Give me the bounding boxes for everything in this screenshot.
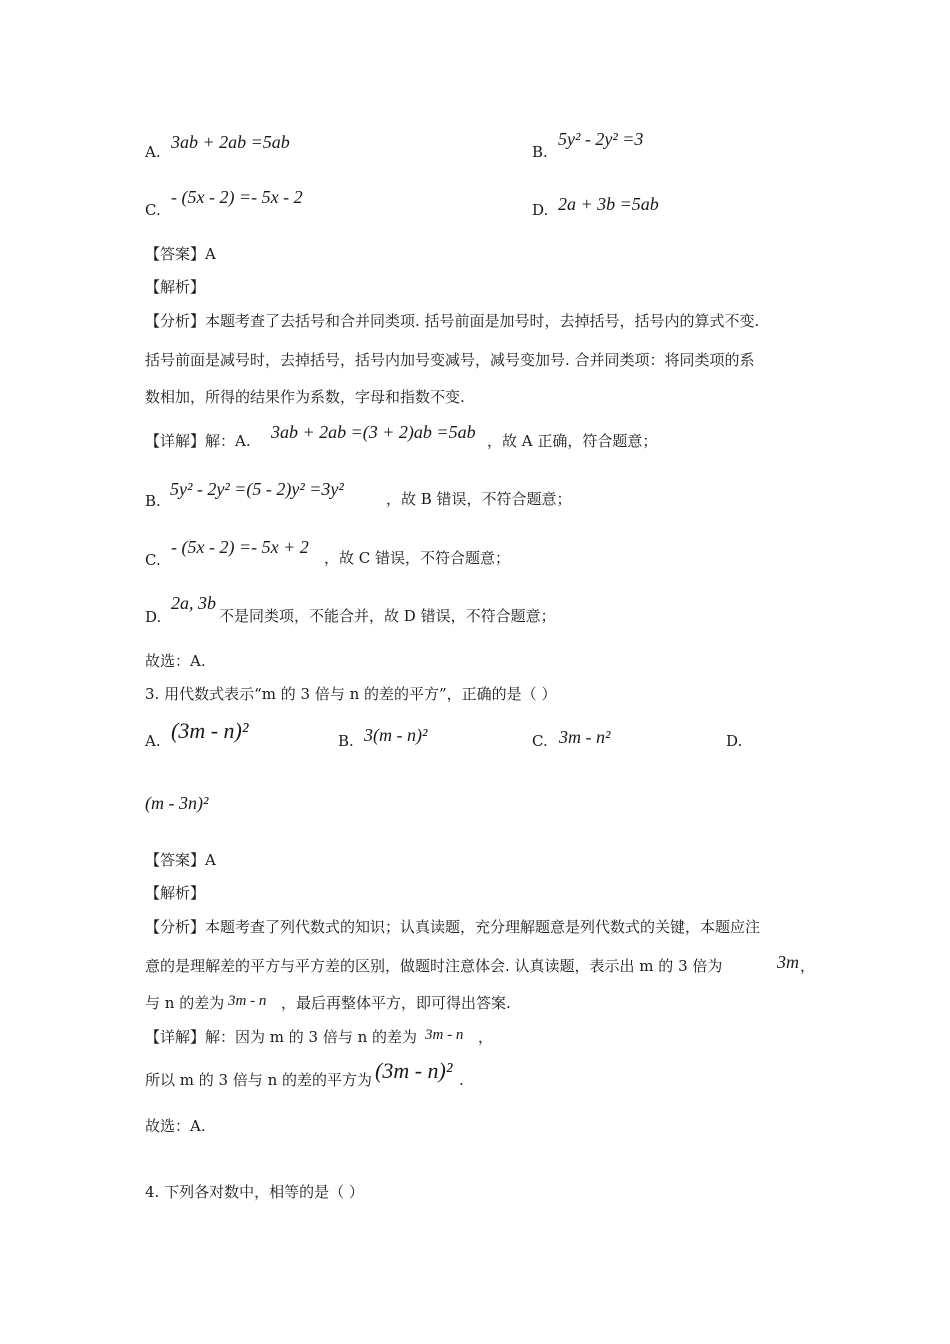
q3-option-b-label: B. bbox=[338, 732, 354, 750]
q2-option-c-expr: - (5x - 2) =- 5x - 2 bbox=[171, 187, 303, 207]
q2-detail-c-expr: - (5x - 2) =- 5x + 2 bbox=[171, 537, 309, 557]
q3-detail-line-1-post: ， bbox=[478, 1028, 494, 1046]
q3-option-d-label: D. bbox=[726, 732, 743, 750]
q3-answer: 【答案】A bbox=[145, 851, 216, 869]
q3-analysis-heading: 【解析】 bbox=[145, 884, 206, 902]
q3-detail-line-2-expr: (3m - n)² bbox=[375, 1058, 453, 1083]
q2-detail-d-prefix: D. bbox=[145, 608, 162, 626]
q3-option-a-expr: (3m - n)² bbox=[171, 718, 249, 743]
q3-option-b-expr: 3(m - n)² bbox=[364, 725, 428, 745]
q3-detail-line-1-expr: 3m - n bbox=[425, 1027, 464, 1043]
q2-detail-d-expr: 2a, 3b bbox=[171, 593, 216, 613]
q2-option-d-expr: 2a + 3b =5ab bbox=[558, 194, 659, 214]
q2-detail-b-suffix: ，故 B 错误，不符合题意； bbox=[386, 490, 572, 508]
q3-analysis-line-3-post: ，最后再整体平方，即可得出答案. bbox=[281, 994, 511, 1012]
q2-option-b-expr: 5y² - 2y² =3 bbox=[558, 129, 644, 149]
q3-analysis-line-2-expr: 3m bbox=[777, 952, 799, 972]
q2-option-c-label: C. bbox=[145, 201, 161, 219]
q2-detail-a-prefix: 【详解】解：A. bbox=[145, 432, 251, 450]
q2-detail-c-prefix: C. bbox=[145, 551, 161, 569]
q2-conclusion: 故选：A. bbox=[145, 652, 206, 670]
q2-option-d-label: D. bbox=[532, 201, 549, 219]
q3-detail-line-2: 所以 m 的 3 倍与 n 的差的平方为 bbox=[145, 1071, 373, 1089]
q3-analysis-line-3: 与 n 的差为 bbox=[145, 994, 225, 1012]
q2-detail-c-suffix: ，故 C 错误，不符合题意； bbox=[324, 549, 511, 567]
q2-option-b-label: B. bbox=[532, 143, 548, 161]
q3-analysis-line-2-tail: ， bbox=[800, 957, 816, 975]
q3-analysis-line-1: 【分析】本题考查了列代数式的知识；认真读题，充分理解题意是列代数式的关键，本题应注 bbox=[145, 918, 761, 936]
q2-detail-b-prefix: B. bbox=[145, 492, 161, 510]
q2-option-a-expr: 3ab + 2ab =5ab bbox=[171, 132, 290, 152]
q3-detail-line-2-post: . bbox=[459, 1071, 464, 1089]
q3-option-d-expr: (m - 3n)² bbox=[145, 793, 209, 813]
q3-detail-line-1: 【详解】解：因为 m 的 3 倍与 n 的差为 bbox=[145, 1028, 418, 1046]
q3-analysis-line-3-expr: 3m - n bbox=[228, 993, 267, 1009]
q3-conclusion: 故选：A. bbox=[145, 1117, 206, 1135]
q3-stem: 3. 用代数式表示“m 的 3 倍与 n 的差的平方”，正确的是（ ） bbox=[145, 685, 557, 703]
q3-option-a-label: A. bbox=[145, 732, 161, 750]
q3-option-c-label: C. bbox=[532, 732, 548, 750]
q2-option-a-label: A. bbox=[145, 143, 161, 161]
q2-answer: 【答案】A bbox=[145, 245, 216, 263]
q3-option-c-expr: 3m - n² bbox=[559, 727, 611, 747]
q2-analysis-line-2: 括号前面是减号时，去掉括号，括号内加号变减号，减号变加号. 合并同类项：将同类项的系 bbox=[145, 351, 755, 369]
q2-detail-a-suffix: ，故 A 正确，符合题意； bbox=[487, 432, 658, 450]
q4-stem: 4. 下列各对数中，相等的是（ ） bbox=[145, 1183, 364, 1201]
q3-analysis-line-2: 意的是理解差的平方与平方差的区别，做题时注意体会. 认真读题，表示出 m 的 3 倍为 bbox=[145, 957, 723, 975]
q2-analysis-line-3: 数相加，所得的结果作为系数，字母和指数不变. bbox=[145, 388, 465, 406]
q2-analysis-line-1: 【分析】本题考查了去括号和合并同类项. 括号前面是加号时，去掉括号，括号内的算式不变. bbox=[145, 312, 760, 330]
q2-detail-d-suffix: 不是同类项，不能合并，故 D 错误，不符合题意； bbox=[219, 607, 556, 625]
q2-detail-b-expr: 5y² - 2y² =(5 - 2)y² =3y² bbox=[170, 479, 344, 499]
q2-analysis-heading: 【解析】 bbox=[145, 278, 206, 296]
q2-detail-a-expr: 3ab + 2ab =(3 + 2)ab =5ab bbox=[271, 422, 476, 442]
